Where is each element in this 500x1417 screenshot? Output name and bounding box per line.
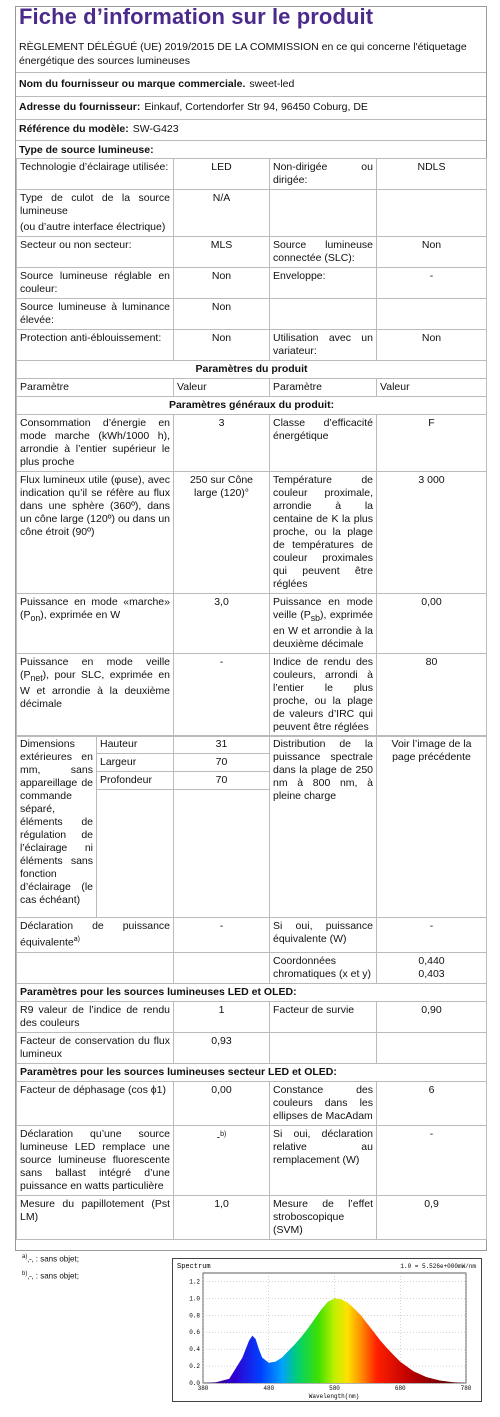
param-label: Température de couleur proximale, arrondie à la centaine de K la plus proche, ou la plage de températures de couleur proximales qui peuvent être réglées (270, 472, 377, 594)
param-value: - (377, 1125, 487, 1195)
param-value (377, 1032, 487, 1063)
table-row (17, 952, 487, 983)
table-row (17, 361, 487, 379)
param-label (270, 1032, 377, 1063)
address-row (19, 101, 368, 113)
dimensions-table (16, 735, 487, 1240)
subscript: on (30, 613, 41, 624)
param-value: 1,0 (174, 1195, 270, 1239)
supplier-label: Nom du fournisseur ou marque commerciale. (19, 78, 246, 90)
empty-cell (17, 952, 174, 983)
param-value: N/A (174, 190, 270, 237)
supplier-value: sweet-led (249, 78, 295, 90)
y-tick-label: 0.8 (189, 1312, 200, 1320)
param-label: Utilisation avec un variateur: (270, 330, 377, 361)
dimension-name: Largeur (97, 754, 174, 772)
table-row (17, 415, 487, 472)
param-label: Constance des couleurs dans les ellipses de MacAdam (270, 1081, 377, 1125)
param-value: - (377, 918, 487, 953)
source-type-header: Type de source lumineuse: (19, 144, 154, 156)
cap-type-sublabel: (ou d’autre interface électrique) (20, 221, 166, 233)
param-value: Non (174, 299, 270, 330)
table-row (17, 159, 487, 190)
param-value: F (377, 415, 487, 472)
y-tick-label: 0.4 (189, 1346, 200, 1354)
param-label (17, 918, 174, 953)
dimension-name: Profondeur (97, 772, 174, 790)
y-tick-label: 0.0 (189, 1380, 200, 1387)
table-row (17, 983, 487, 1001)
table-row (17, 299, 487, 330)
footnote-b (22, 1271, 79, 1281)
param-value: 0,00 (377, 594, 487, 654)
param-label: Source lumineuse réglable en couleur: (17, 268, 174, 299)
divider (16, 96, 486, 97)
subscript: net (30, 673, 43, 684)
param-value: 0,9 (377, 1195, 487, 1239)
column-header: Paramètre (17, 379, 174, 397)
param-value (377, 952, 487, 983)
param-value: 80 (377, 654, 487, 737)
table-row (17, 268, 487, 299)
param-label: Facteur de déphasage (cos ϕ1) (17, 1081, 174, 1125)
param-label: Technologie d’éclairage utilisée: (17, 159, 174, 190)
x-tick-label: 380 (197, 1385, 209, 1392)
dimension-value: 70 (174, 772, 270, 790)
page-title: Fiche d’information sur le produit (19, 4, 374, 29)
param-value: Non (377, 330, 487, 361)
param-value: 250 sur Cône large (120)° (174, 472, 270, 594)
address-label: Adresse du fournisseur: (19, 101, 141, 113)
param-label: Mesure de l’effet stroboscopique (SVM) (270, 1195, 377, 1239)
param-label (270, 299, 377, 330)
param-label: Source lumineuse à luminance élevée: (17, 299, 174, 330)
regulation-text: RÈGLEMENT DÉLÉGUÉ (UE) 2019/2015 DE LA COMMISSION en ce qui concerne l'étiquetage énergétique des sources lumineuses (19, 41, 467, 67)
param-label: Si oui, déclaration relative au remplacement (W) (270, 1125, 377, 1195)
table-row (17, 736, 487, 754)
spectrum-curve (203, 1298, 466, 1383)
table-row (17, 1195, 487, 1239)
column-header: Valeur (377, 379, 487, 397)
param-label: Si oui, puissance équivalente (W) (270, 918, 377, 953)
footnote-a (22, 1254, 79, 1264)
empty-cell (97, 790, 174, 918)
param-label (270, 594, 377, 654)
x-tick-label: 480 (263, 1385, 275, 1392)
x-tick-label: 680 (394, 1385, 406, 1392)
table-row (17, 237, 487, 268)
divider (16, 140, 486, 141)
model-label: Référence du modèle: (19, 123, 129, 135)
param-value: 3 000 (377, 472, 487, 594)
table-row (17, 1032, 487, 1063)
param-value: 0,90 (377, 1001, 487, 1032)
spectrum-svg (173, 1259, 481, 1401)
footnote-text: ‚-‚ : sans objet; (27, 1271, 79, 1281)
footnote-mark: a) (22, 1254, 28, 1260)
divider (16, 72, 486, 73)
x-tick-label: 580 (329, 1385, 340, 1392)
column-header: Paramètre (270, 379, 377, 397)
spectrum-scale-note: 1.0 = 5.526e+000mW/nm (400, 1263, 476, 1270)
param-value: 6 (377, 1081, 487, 1125)
param-value: 1 (174, 1001, 270, 1032)
param-label: Distribution de la puissance spectrale dans la plage de 250 nm à 800 nm, à pleine charge (270, 736, 377, 918)
param-label: Facteur de survie (270, 1001, 377, 1032)
param-label: Secteur ou non secteur: (17, 237, 174, 268)
chromatic-y: 0,403 (418, 967, 445, 980)
dimension-name: Hauteur (97, 736, 174, 754)
table-row (17, 1125, 487, 1195)
text-part: Déclaration de puissance équivalente (20, 920, 170, 949)
param-label: R9 valeur de l’indice de rendu des couleurs (17, 1001, 174, 1032)
type-table (16, 158, 487, 737)
param-value: Non (174, 330, 270, 361)
y-tick-label: 0.2 (189, 1363, 200, 1371)
param-label: Classe d’efficacité énergétique (270, 415, 377, 472)
param-value (377, 190, 487, 237)
table-row (17, 654, 487, 737)
table-row (17, 1063, 487, 1081)
param-label: Mesure du papillotement (Pst LM) (17, 1195, 174, 1239)
supplier-row (19, 78, 294, 90)
param-label: Protection anti-éblouissement: (17, 330, 174, 361)
text-part: Puissance en mode veille (P (273, 596, 373, 621)
y-tick-label: 0.6 (189, 1329, 200, 1337)
table-row (17, 330, 487, 361)
param-value: - (174, 918, 270, 953)
param-label: Non-dirigée ou dirigée: (270, 159, 377, 190)
chromatic-x: 0,440 (418, 954, 445, 967)
dimension-value: 31 (174, 736, 270, 754)
table-row (17, 1001, 487, 1032)
param-value: - (174, 654, 270, 737)
y-tick-label: 1.2 (189, 1278, 200, 1286)
param-label (17, 190, 174, 237)
text-part: Puissance en mode veille (P (20, 656, 170, 682)
spectrum-chart (172, 1258, 482, 1402)
spectrum-xlabel: Wavelength(nm) (308, 1393, 360, 1400)
table-row (17, 594, 487, 654)
param-label (17, 594, 174, 654)
table-row (17, 472, 487, 594)
param-label: Flux lumineux utile (φuse), avec indication qu’il se réfère au flux dans une sphère (360º), dans un cône large (120º) ou dans un cône étroit (90º) (17, 472, 174, 594)
param-value: - (377, 268, 487, 299)
text-part: - (216, 1131, 221, 1143)
table-row (17, 918, 487, 953)
dimensions-label: Dimensions extérieures en mm, sans appareillage de commande séparé, éléments de régulation de l’éclairage ni éléments sans fonction d’éclairage (le cas échéant) (17, 736, 97, 918)
param-value: 3,0 (174, 594, 270, 654)
param-value: MLS (174, 237, 270, 268)
text-part: Puissance en mode «marche» (P (20, 596, 170, 621)
param-value: 3 (174, 415, 270, 472)
param-label: Facteur de conservation du flux lumineux (17, 1032, 174, 1063)
dimension-value: 70 (174, 754, 270, 772)
footnote-mark: b) (220, 1130, 227, 1138)
text-part: ), pour SLC, exprimée en W et arrondie à la deuxième décimale (20, 669, 170, 711)
param-value: LED (174, 159, 270, 190)
param-label: Source lumineuse connectée (SLC): (270, 237, 377, 268)
param-label: Enveloppe: (270, 268, 377, 299)
text-part: ), exprimée en W et arrondie à la deuxième décimale (273, 609, 373, 651)
table-row (17, 397, 487, 415)
spectrum-title: Spectrum (177, 1263, 211, 1271)
column-header: Valeur (174, 379, 270, 397)
param-label: Coordonnées chromatiques (x et y) (270, 952, 377, 983)
product-params-header: Paramètres du produit (17, 361, 487, 379)
led-params-header: Paramètres pour les sources lumineuses LED et OLED: (17, 983, 487, 1001)
param-value: Non (377, 237, 487, 268)
param-value: NDLS (377, 159, 487, 190)
address-value: Einkauf, Cortendorfer Str 94, 96450 Coburg, DE (144, 101, 368, 113)
param-value: Voir l’image de la page précédente (377, 736, 487, 918)
subscript: sb (310, 613, 321, 624)
param-label: Indice de rendu des couleurs, arrondi à l’entier le plus proche, ou la plage de valeurs d’IRC qui peuvent être réglées (270, 654, 377, 737)
text-part: ), exprimée en W (40, 609, 121, 621)
param-label: Déclaration qu’une source lumineuse LED remplace une source lumineuse fluorescente sans ballast intégré d’une puissance en watts particulière (17, 1125, 174, 1195)
divider (16, 119, 486, 120)
param-value: 0,93 (174, 1032, 270, 1063)
empty-cell (174, 790, 270, 918)
param-value (377, 299, 487, 330)
param-value: Non (174, 268, 270, 299)
footnote-text: ‚-‚ : sans objet; (27, 1254, 79, 1264)
table-row (17, 190, 487, 237)
column-header-row (17, 379, 487, 397)
param-label: Consommation d’énergie en mode marche (kWh/1000 h), arrondie à l’entier supérieur le plus proche (17, 415, 174, 472)
footnote-mark: a) (73, 936, 80, 943)
model-value: SW-G423 (132, 123, 179, 135)
x-tick-label: 780 (460, 1385, 472, 1392)
param-label (270, 190, 377, 237)
empty-cell (174, 952, 270, 983)
param-value (174, 1125, 270, 1195)
model-row (19, 123, 179, 135)
general-params-header: Paramètres généraux du produit: (17, 397, 487, 415)
param-value: 0,00 (174, 1081, 270, 1125)
param-label (17, 654, 174, 737)
y-tick-label: 1.0 (189, 1295, 200, 1303)
cap-type-label: Type de culot de la source lumineuse (20, 192, 170, 217)
mains-params-header: Paramètres pour les sources lumineuses secteur LED et OLED: (17, 1063, 487, 1081)
table-row (17, 1081, 487, 1125)
footnote-mark: b) (22, 1271, 28, 1277)
